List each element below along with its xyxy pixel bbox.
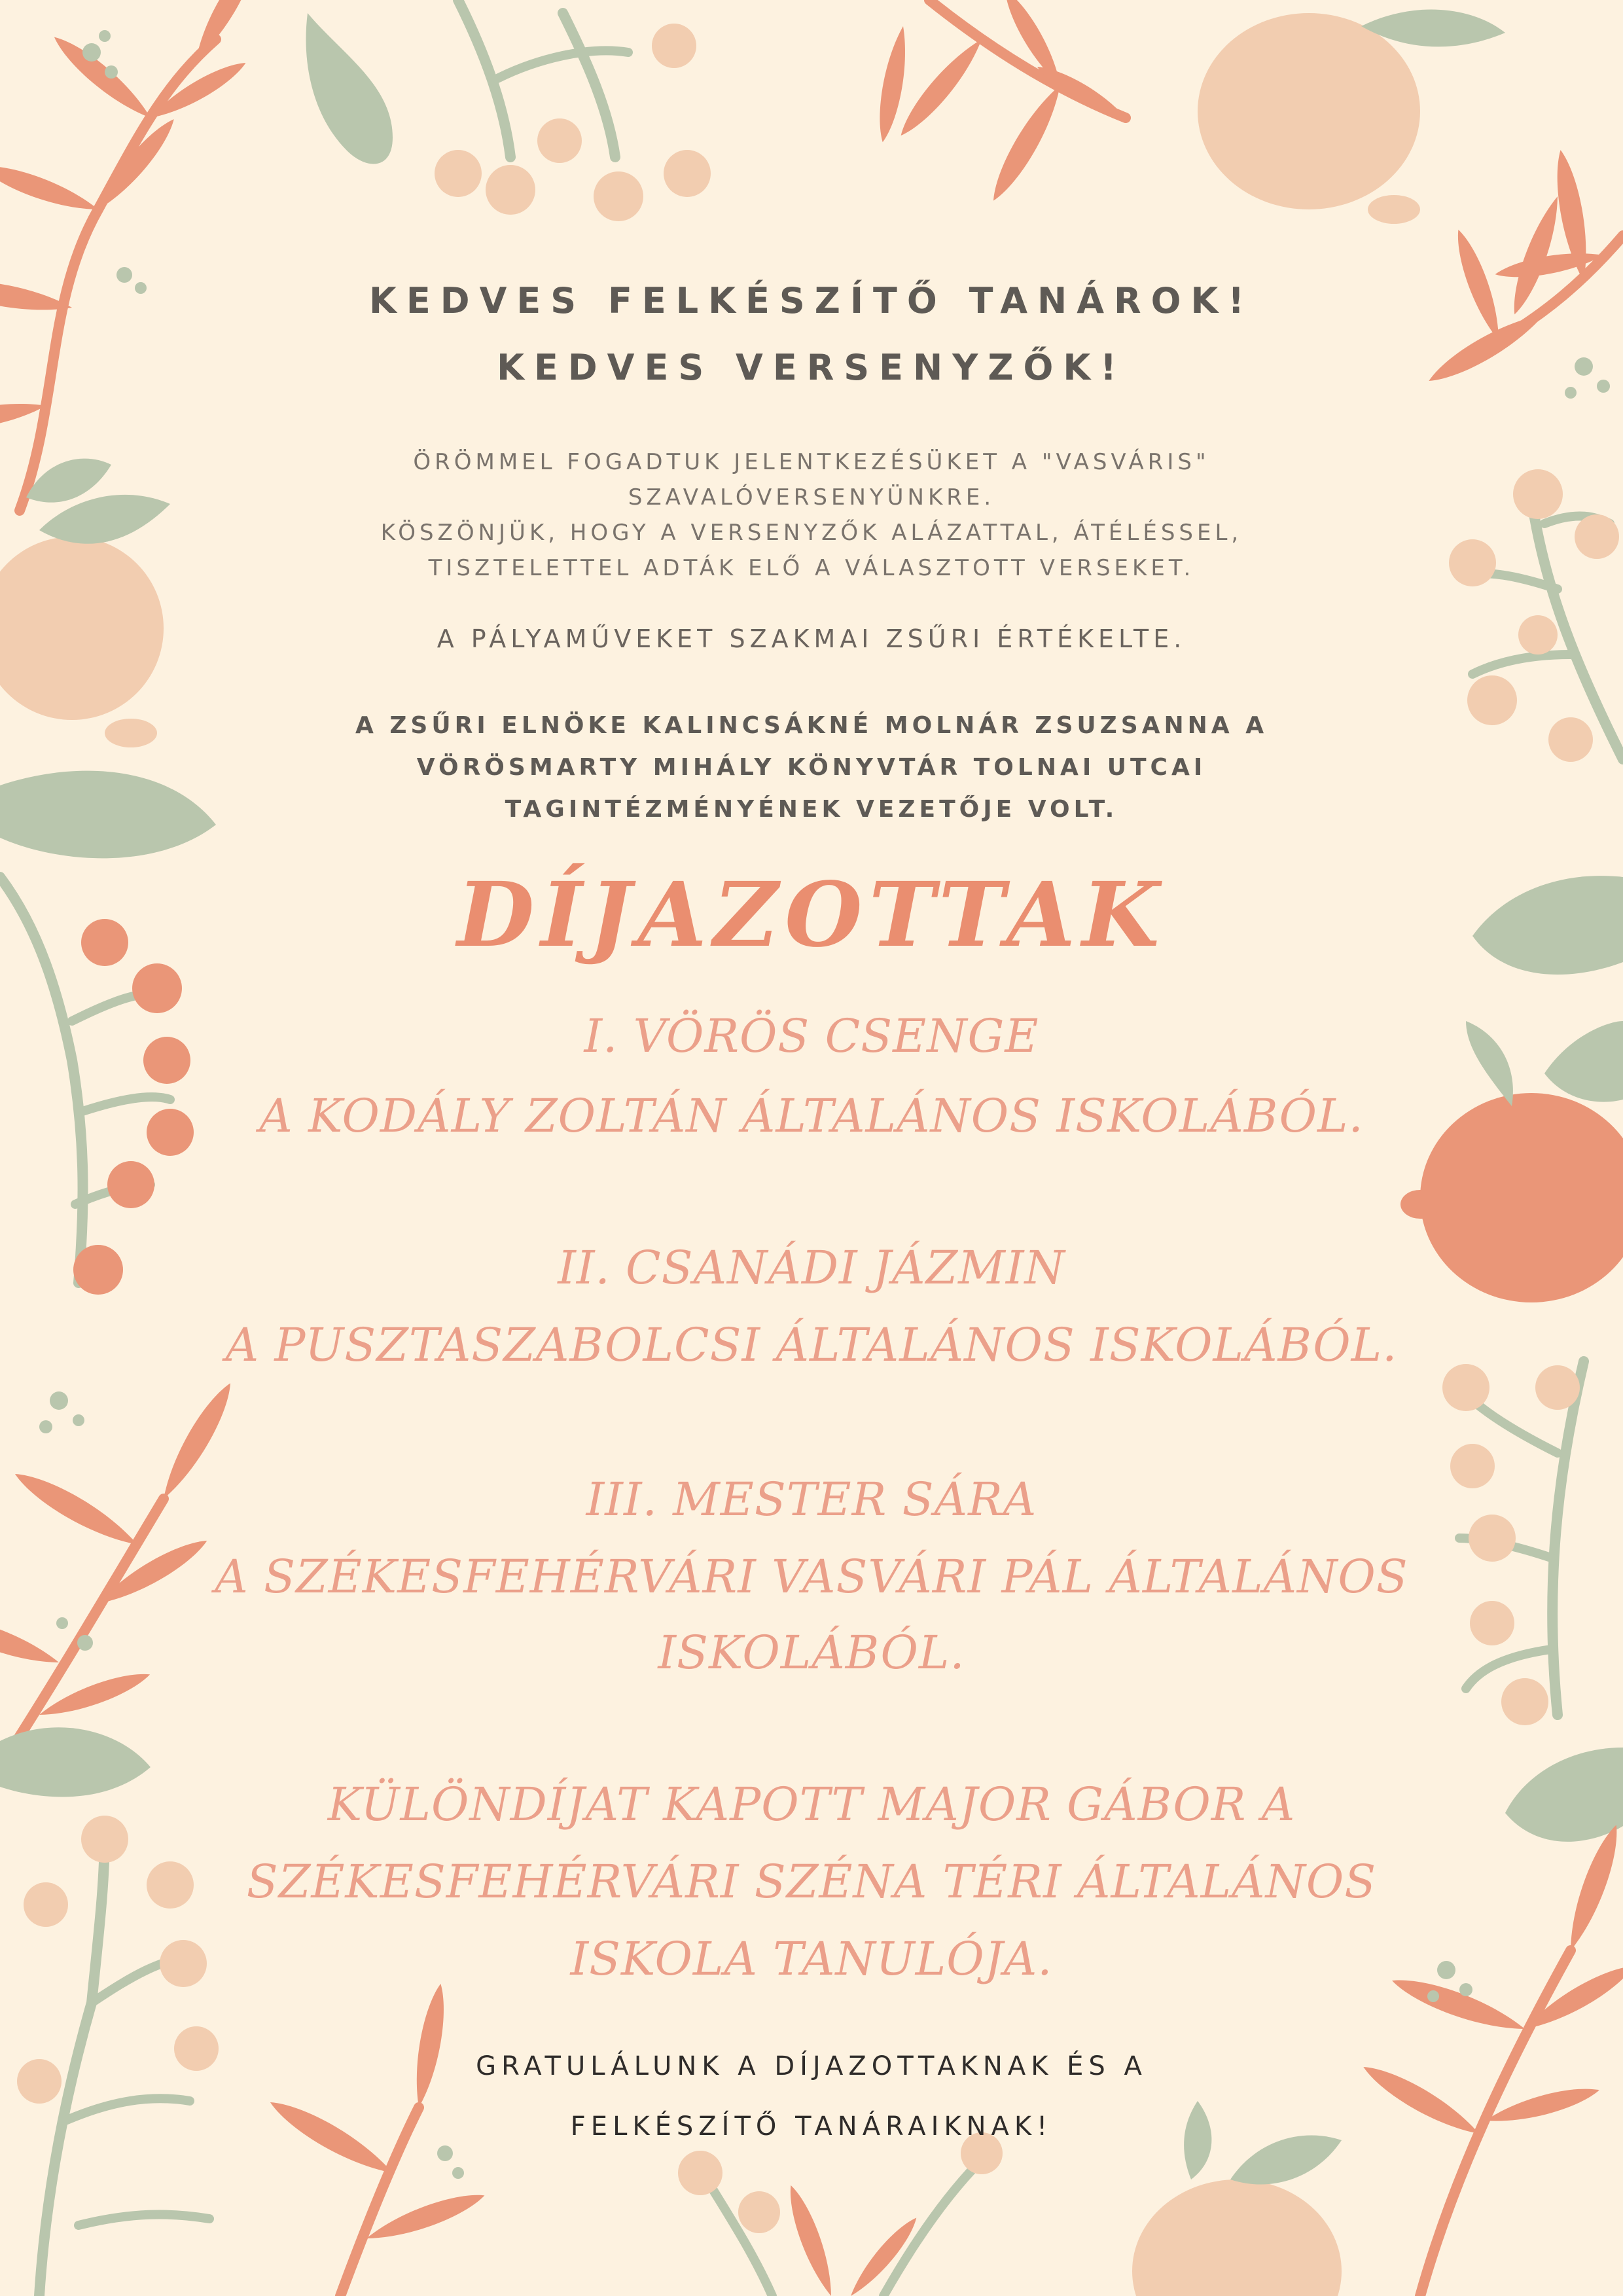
- third-place-school: A SZÉKESFEHÉRVÁRI VASVÁRI PÁL ÁLTALÁNOS: [215, 1550, 1408, 1604]
- intro-line-1: ÖRÖMMEL FOGADTUK JELENTKEZÉSÜKET A "VASVÁRIS": [413, 449, 1210, 475]
- second-place-school: A PUSZTASZABOLCSI ÁLTALÁNOS ISKOLÁBÓL.: [225, 1318, 1398, 1372]
- special-prize-line-1: KÜLÖNDÍJAT KAPOTT MAJOR GÁBOR A: [327, 1778, 1296, 1831]
- first-place-school: A KODÁLY ZOLTÁN ÁLTALÁNOS ISKOLÁBÓL.: [259, 1089, 1364, 1143]
- third-place-name: III. MESTER SÁRA: [586, 1473, 1037, 1526]
- closing-line-1: GRATULÁLUNK A DÍJAZOTTAKNAK ÉS A: [476, 2051, 1147, 2081]
- heading-line-2: KEDVES VERSENYZŐK!: [497, 347, 1126, 388]
- heading-line-1: KEDVES FELKÉSZÍTŐ TANÁROK!: [369, 280, 1254, 321]
- closing-line-2: FELKÉSZÍTŐ TANÁRAIKNAK!: [570, 2111, 1053, 2142]
- first-place-name: I. VÖRÖS CSENGE: [584, 1009, 1039, 1063]
- jury-chair-line-3: TAGINTÉZMÉNYÉNEK VEZETŐJE VOLT.: [505, 796, 1118, 823]
- awards-title: DÍJAZOTTAK: [457, 863, 1166, 967]
- jury-statement: A PÁLYAMŰVEKET SZAKMAI ZSŰRI ÉRTÉKELTE.: [437, 624, 1186, 653]
- second-place-name: II. CSANÁDI JÁZMIN: [558, 1241, 1065, 1295]
- intro-line-3: KÖSZÖNJÜK, HOGY A VERSENYZŐK ALÁZATTAL, ÁTÉLÉSSEL,: [380, 520, 1243, 546]
- jury-chair-line-1: A ZSŰRI ELNÖKE KALINCSÁKNÉ MOLNÁR ZSUZSANNA A: [355, 712, 1268, 739]
- intro-line-2: SZAVALÓVERSENYÜNKRE.: [628, 484, 995, 511]
- jury-chair-line-2: VÖRÖSMARTY MIHÁLY KÖNYVTÁR TOLNAI UTCAI: [416, 754, 1207, 781]
- special-prize-line-2: SZÉKESFEHÉRVÁRI SZÉNA TÉRI ÁLTALÁNOS: [246, 1855, 1377, 1909]
- intro-line-4: TISZTELETTEL ADTÁK ELŐ A VÁLASZTOTT VERSEKET.: [428, 555, 1195, 581]
- special-prize-line-3: ISKOLA TANULÓJA.: [570, 1932, 1053, 1986]
- third-place-school-cont: ISKOLÁBÓL.: [658, 1626, 965, 1679]
